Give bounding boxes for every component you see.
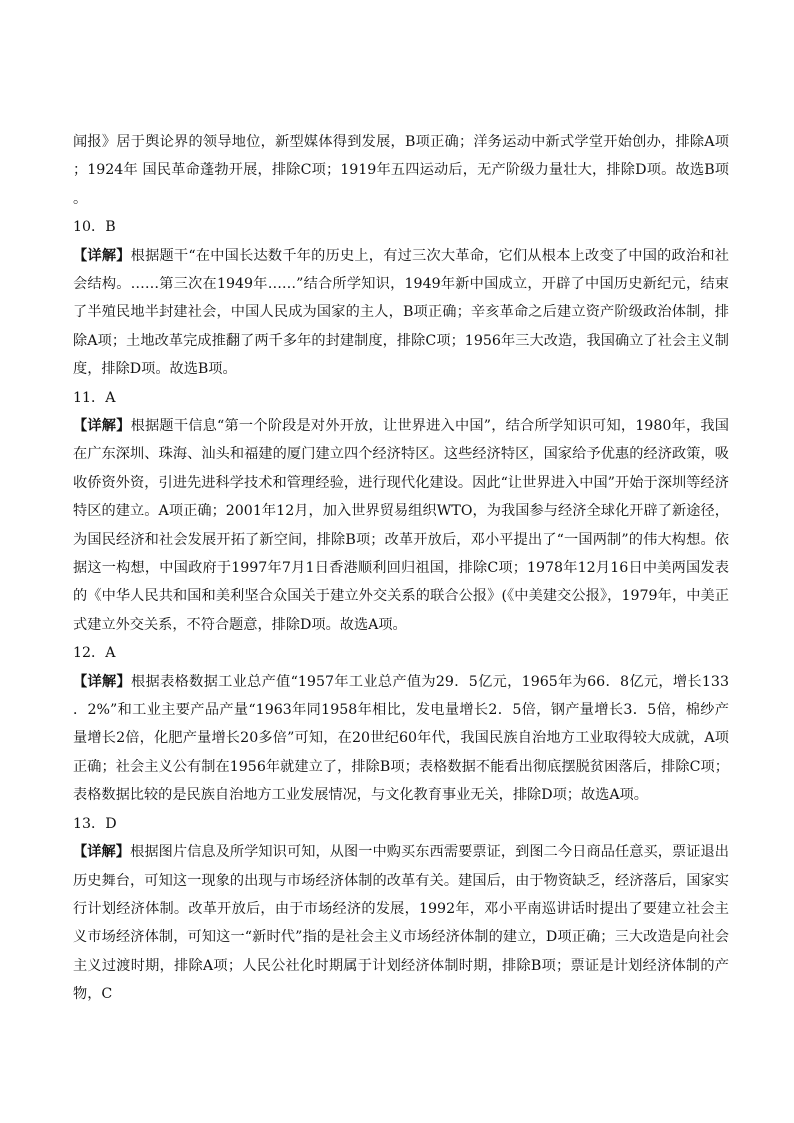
explanation-label: 【详解】 [73,844,131,861]
explanation-paragraph [73,412,729,639]
question-answer-number: 12．A [73,645,116,662]
answer-explanations [73,128,729,1009]
question-answer-number: 11．A [73,389,116,406]
explanation-paragraph [73,668,729,810]
explanation-paragraph [73,242,729,384]
explanation-text: 根据图片信息及所学知识可知，从图一中购买东西需要票证，到图二今日商品任意买，票证退出历史舞台，可知这一现象的出现与市场经济体制的改革有关。建国后，由于物资缺乏，经济落后，国家实行计划经济体制。改革开放后，由于市场经济的发展，1992年，邓小平南巡讲话时提出了要建立社会主义市场经济体制，可知这一“新时代”指的是社会主义市场经济体制的建立，D项正确；三大改造是向社会主义过渡时期，排除A项；人民公社化时期属于计划经济体制时期，排除B项；票证是计划经济体制的产物，C [73,844,729,1003]
explanation-paragraph [73,838,729,1008]
question-answer-number: 13．D [73,815,117,832]
explanation-text: 闻报》居于舆论界的领导地位，新型媒体得到发展，B项正确；洋务运动中新式学堂开始创办，排除A项；1924年 国民革命蓬勃开展，排除C项；1919年五四运动后，无产阶级力量壮大，排除D项。故选B项。 [73,134,729,207]
explanation-label: 【详解】 [73,247,131,264]
explanation-label: 【详解】 [73,418,131,435]
question-answer-number: 10．B [73,219,116,236]
explanation-text: 根据题干“在中国长达数千年的历史上，有过三次大革命，它们从根本上改变了中国的政治和社会结构。……第三次在1949年……”结合所学知识，1949年新中国成立，开辟了中国历史新纪元，结束了半殖民地半封建社会，中国人民成为国家的主人，B项正确；辛亥革命之后建立资产阶级政治体制，排除A项；土地改革完成推翻了两千多年的封建制度，排除C项；1956年三大改造，我国确立了社会主义制度，排除D项。故选B项。 [73,247,729,378]
explanation-text: 根据题干信息“第一个阶段是对外开放，让世界进入中国”，结合所学知识可知，1980年，我国在广东深圳、珠海、汕头和福建的厦门建立四个经济特区。这些经济特区，国家给予优惠的经济政策，吸收侨资外资，引进先进科学技术和管理经验，进行现代化建设。因此“让世界进入中国”开始于深圳等经济特区的建立。A项正确；2001年12月，加入世界贸易组织WTO，为我国参与经济全球化开辟了新途径，为国民经济和社会发展开拓了新空间，排除B项；改革开放后，邓小平提出了“一国两制”的伟大构想。依据这一构想，中国政府于1997年7月1日香港顺利回归祖国，排除C项；1978年12月16日中美两国发表的《中华人民共和国和美利坚合众国关于建立外交关系的联合公报》(《中美建交公报》，1979年，中美正式建立外交关系，不符合题意，排除D项。故选A项。 [73,418,729,633]
explanation-text: 根据表格数据工业总产值“1957年工业总产值为29．5亿元，1965年为66．8亿元，增长133．2%”和工业主要产品产量“1963年同1958年相比，发电量增长2．5倍，钢产量增长3．5倍，棉纱产量增长2倍，化肥产量增长20多倍”可知，在20世纪60年代，我国民族自治地方工业取得较大成就，A项正确；社会主义公有制在1956年就建立了，排除B项；表格数据不能看出彻底摆脱贫困落后，排除C项；表格数据比较的是民族自治地方工业发展情况，与文化教育事业无关，排除D项；故选A项。 [73,673,729,804]
explanation-label: 【详解】 [73,673,132,690]
explanation-paragraph [73,128,729,213]
